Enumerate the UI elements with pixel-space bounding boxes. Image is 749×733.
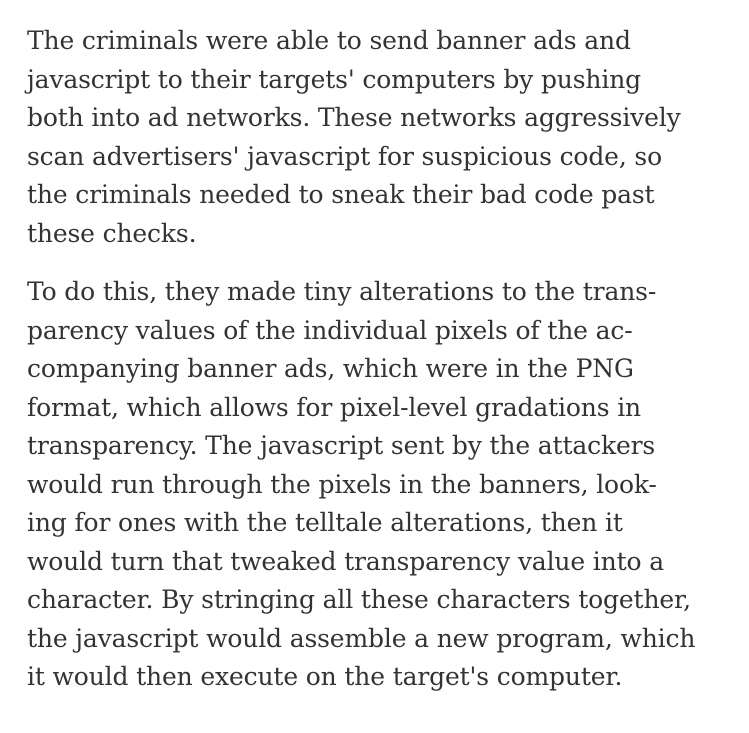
text-line: format, which allows for pixel-level gradations in xyxy=(27,392,641,422)
article-body xyxy=(27,22,742,697)
text-line: it would then execute on the target's computer. xyxy=(27,662,623,691)
paragraph-2 xyxy=(27,273,742,697)
text-line: javascript to their targets' computers by pushing xyxy=(27,64,642,94)
text-line: parency values of the individual pixels of the ac- xyxy=(27,315,633,345)
text-line: character. By stringing all these characters together, xyxy=(27,585,691,614)
text-line: would turn that tweaked transparency value into a xyxy=(27,546,664,576)
text-line: ing for ones with the telltale alterations, then it xyxy=(27,508,623,537)
text-line: would run through the pixels in the banners, look- xyxy=(27,469,657,499)
text-line: the javascript would assemble a new program, which xyxy=(27,623,696,653)
paragraph-1 xyxy=(27,22,742,253)
text-line: scan advertisers' javascript for suspicious code, so xyxy=(27,141,662,171)
text-line: these checks. xyxy=(27,218,197,248)
paragraph-gap xyxy=(27,253,742,273)
text-line: To do this, they made tiny alterations to the trans- xyxy=(27,277,657,306)
text-line: both into ad networks. These networks aggressively xyxy=(27,103,681,132)
text-line: transparency. The javascript sent by the attackers xyxy=(27,431,656,460)
text-line: The criminals were able to send banner ads and xyxy=(27,26,631,55)
text-line: the criminals needed to sneak their bad code past xyxy=(27,180,655,209)
text-line: companying banner ads, which were in the PNG xyxy=(27,354,634,383)
